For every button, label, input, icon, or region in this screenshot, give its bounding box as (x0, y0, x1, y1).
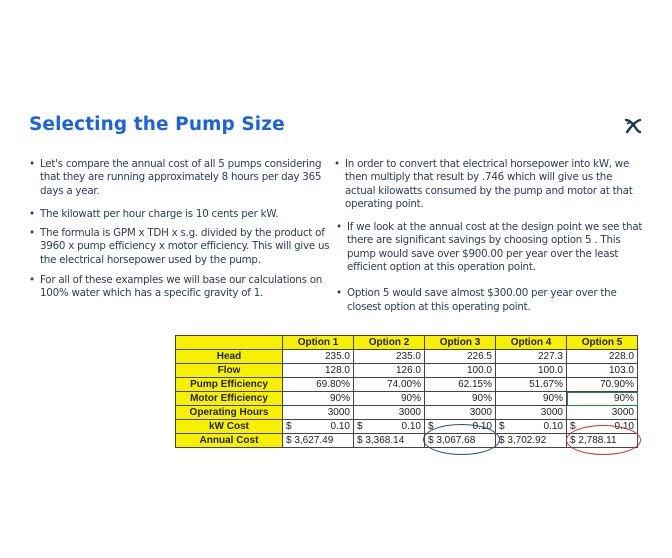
company-logo-icon (624, 118, 642, 134)
slide-title: Selecting the Pump Size (29, 114, 285, 135)
cell-value: 0.10 (401, 421, 421, 432)
bullet-text: • If we look at the annual cost at the design point we see that there are significant savings by choosing option 5 . This pump would save over $900.00 per year over the least efficient option at this operation point. (336, 221, 644, 274)
table-cell: 3000 (567, 406, 638, 420)
table-cell: 62.15% (425, 378, 496, 392)
column-header: Option 5 (567, 336, 638, 350)
table-cell: $ 3,627.49 (283, 434, 354, 448)
table-cell: 70.90% (567, 378, 638, 392)
row-label: kW Cost (176, 420, 283, 434)
column-header: Option 1 (283, 336, 354, 350)
pump-comparison-table (175, 335, 638, 448)
table-cell (496, 420, 567, 434)
table-cell: 3000 (496, 406, 567, 420)
table-cell (354, 420, 425, 434)
cell-value: 0.10 (472, 421, 492, 432)
bullet-text: • For all of these examples we will base our calculations on 100% water which has a specific gravity of 1. (29, 274, 334, 301)
table-corner-cell (176, 336, 283, 350)
column-header: Option 2 (354, 336, 425, 350)
currency-symbol: $ (357, 421, 363, 432)
table-cell: 128.0 (283, 364, 354, 378)
bullet-text: • Option 5 would save almost $300.00 per year over the closest option at this operating point. (336, 287, 644, 314)
row-label: Pump Efficiency (176, 378, 283, 392)
table-cell: 3000 (283, 406, 354, 420)
bullet-text: • The kilowatt per hour charge is 10 cents per kW. (29, 208, 334, 221)
table-row-annual-cost (176, 434, 638, 448)
column-header: Option 4 (496, 336, 567, 350)
column-header: Option 3 (425, 336, 496, 350)
table-cell (283, 420, 354, 434)
currency-symbol: $ (286, 421, 292, 432)
table-cell: 126.0 (354, 364, 425, 378)
table-cell: 228.0 (567, 350, 638, 364)
table-cell: 227.3 (496, 350, 567, 364)
table-cell: 103.0 (567, 364, 638, 378)
cell-value: 0.10 (330, 421, 350, 432)
cell-value: 0.10 (543, 421, 563, 432)
table-cell: $ 2,788.11 (567, 434, 638, 448)
left-bullet-column (29, 158, 334, 301)
row-label: Operating Hours (176, 406, 283, 420)
row-label: Head (176, 350, 283, 364)
table-cell: 90% (354, 392, 425, 406)
table-cell: 74.00% (354, 378, 425, 392)
table-row-kw-cost (176, 420, 638, 434)
currency-symbol: $ (499, 421, 505, 432)
currency-symbol: $ (428, 421, 434, 432)
table-cell: 3000 (425, 406, 496, 420)
table-cell (425, 420, 496, 434)
currency-symbol: $ (570, 421, 576, 432)
table-cell: $ 3,368.14 (354, 434, 425, 448)
table-cell: 90% (425, 392, 496, 406)
table-cell: 235.0 (354, 350, 425, 364)
table-row-flow (176, 364, 638, 378)
table-cell: 100.0 (425, 364, 496, 378)
table-cell: 90% (496, 392, 567, 406)
row-label: Annual Cost (176, 434, 283, 448)
right-bullet-column (334, 158, 644, 314)
bullet-text: • Let's compare the annual cost of all 5 pumps considering that they are running approximately 8 hours per day 365 days a year. (29, 158, 334, 198)
table-row-head (176, 350, 638, 364)
table-cell: $ 3,067.68 (425, 434, 496, 448)
row-label: Flow (176, 364, 283, 378)
bullet-text: • The formula is GPM x TDH x s.g. divided by the product of 3960 x pump efficiency x motor efficiency. This will give us the electrical horsepower used by the pump. (29, 227, 334, 267)
table-cell: 51.67% (496, 378, 567, 392)
row-label: Motor Efficiency (176, 392, 283, 406)
bullet-text: • In order to convert that electrical horsepower into kW, we then multiply that result by .746 which will give us the actual kilowatts consumed by the pump and motor at that operating point. (334, 158, 644, 211)
table-cell (567, 420, 638, 434)
table-cell: 90% (283, 392, 354, 406)
cell-value: 0.10 (614, 421, 634, 432)
table-row-motor-efficiency (176, 392, 638, 406)
table-header-row (176, 336, 638, 350)
table-row-operating-hours (176, 406, 638, 420)
table-cell: 100.0 (496, 364, 567, 378)
table-row-pump-efficiency (176, 378, 638, 392)
table-cell: 235.0 (283, 350, 354, 364)
table-cell: 3000 (354, 406, 425, 420)
table-cell: 69.80% (283, 378, 354, 392)
selected-table-cell[interactable]: 90% (567, 392, 638, 406)
table-cell: 226.5 (425, 350, 496, 364)
table-cell: $ 3,702.92 (496, 434, 567, 448)
